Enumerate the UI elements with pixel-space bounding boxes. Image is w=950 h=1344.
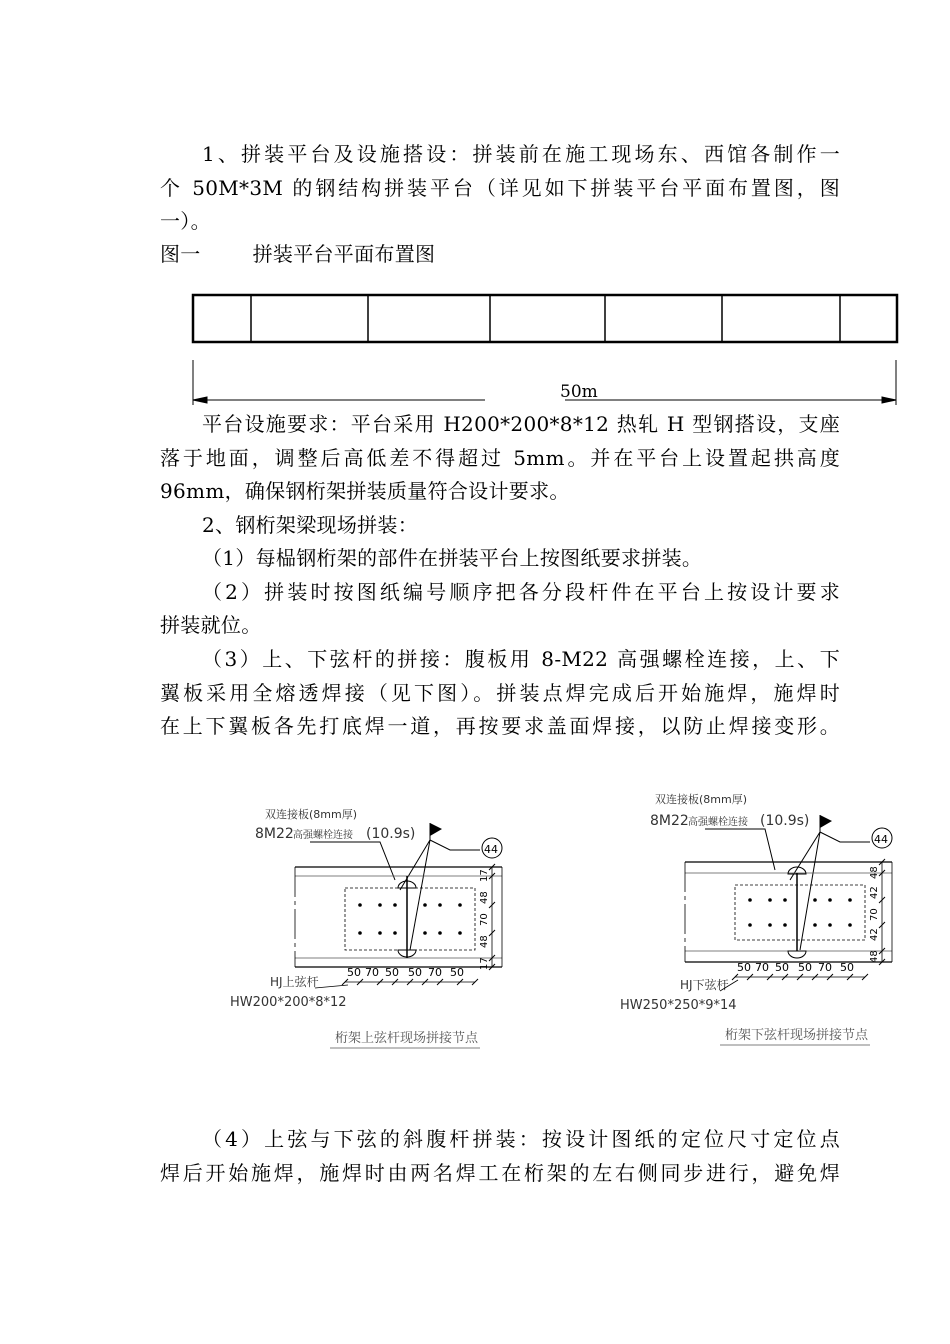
node-right-bolt-label-a: 8M22 [650, 813, 689, 829]
node-left-member-label: HJ上弦杆 [270, 975, 319, 989]
node-left-weld-symbol: 44 [484, 843, 498, 856]
para2-line1: 平台设施要求：平台采用 H200*200*8*12 热轧 H 型钢搭设，支座 [202, 412, 840, 436]
item4-line1: （4）上弦与下弦的斜腹杆拼装：按设计图纸的定位尺寸定位点 [202, 1127, 840, 1151]
item1-line1: （1）每榀钢桁架的部件在拼装平台上按图纸要求拼装。 [202, 546, 703, 570]
item3-line3: 在上下翼板各先打底焊一道，再按要求盖面焊接，以防止焊接变形。 [160, 714, 840, 738]
node-left-bolt-label-b: 高强螺栓连接 [293, 830, 353, 841]
item2-line2: 拼装就位。 [160, 613, 262, 637]
para1-line3: 一）。 [160, 209, 211, 233]
node-left-dim-v-5: 17 [479, 957, 490, 970]
node-right-dim-h-4: 50 [798, 961, 812, 974]
node-left-bolt-label-c: (10.9s) [366, 826, 416, 842]
item4-line2: 焊后开始施焊，施焊时由两名焊工在桁架的左右侧同步进行，避免焊 [160, 1161, 840, 1185]
node-left-dim-v-3: 70 [479, 913, 490, 926]
node-left-bolts [358, 903, 462, 935]
node-right-bolt-label-b: 高强螺栓连接 [688, 817, 748, 828]
node-left-bolt-label-a: 8M22 [255, 826, 294, 842]
node-right-member-label: HJ下弦杆 [680, 978, 729, 992]
item2-line1: （2）拼装时按图纸编号顺序把各分段杆件在平台上按设计要求 [202, 580, 840, 604]
node-right-weld-symbol: 44 [874, 833, 888, 846]
node-right-dim-v-3: 70 [869, 908, 880, 921]
figure1-caption-number: 图一 [160, 242, 201, 266]
node-left-dim-h-2: 70 [365, 966, 379, 979]
para2-line3: 96mm，确保钢桁架拼装质量符合设计要求。 [160, 479, 570, 503]
node-left-caption: 桁架上弦杆现场拼接节点 [335, 1031, 479, 1046]
node-right-dim-v-5: 48 [869, 950, 880, 963]
platform-layout-diagram [185, 285, 905, 410]
splice-node-drawings [230, 780, 890, 1060]
node-right-dim-h-2: 70 [755, 961, 769, 974]
node-left-dim-v-1: 17 [479, 869, 490, 882]
node-left-plate-label: 双连接板(8mm厚) [265, 808, 358, 821]
node-right-dim-v-1: 48 [869, 866, 880, 879]
node-right-dim-v-2: 42 [869, 886, 880, 899]
node-left-section-label: HW200*200*8*12 [230, 995, 347, 1010]
node-left-dim-v-4: 48 [479, 935, 490, 948]
node-right-plate-label: 双连接板(8mm厚) [655, 793, 748, 806]
para2-line2: 落于地面，调整后高低差不得超过 5mm。并在平台上设置起拱高度 [160, 446, 840, 470]
node-right-dim-h-6: 50 [840, 961, 854, 974]
para1-line2: 个 50M*3M 的钢结构拼装平台（详见如下拼装平台平面布置图，图 [160, 176, 840, 200]
node-left-dim-h-3: 50 [385, 966, 399, 979]
node-left-dim-h-5: 70 [428, 966, 442, 979]
node-left-dim-h-4: 50 [408, 966, 422, 979]
platform-outline [193, 295, 897, 342]
section2-title: 2、钢桁架梁现场拼装： [202, 513, 419, 537]
dimension-label: 50m [560, 382, 598, 402]
node-right-bolt-label-c: (10.9s) [760, 813, 810, 829]
node-right-drawing [620, 792, 892, 1045]
node-right-dim-h-1: 50 [737, 961, 751, 974]
node-left-drawing [230, 807, 502, 1048]
figure1-caption [160, 242, 840, 266]
node-right-section-label: HW250*250*9*14 [620, 998, 737, 1013]
item3-line1: （3）上、下弦杆的拼接：腹板用 8-M22 高强螺栓连接，上、下 [202, 647, 840, 671]
node-left-dim-v-2: 48 [479, 891, 490, 904]
platform-dividers [251, 295, 840, 342]
node-right-dim-h-3: 50 [775, 961, 789, 974]
node-left-dim-h-1: 50 [347, 966, 361, 979]
figure1-caption-title: 拼装平台平面布置图 [252, 242, 436, 266]
dimension-line [193, 360, 896, 405]
node-left-dim-h-6: 50 [450, 966, 464, 979]
item3-line2: 翼板采用全熔透焊接（见下图）。拼装点焊完成后开始施焊，施焊时 [160, 681, 840, 705]
node-right-caption: 桁架下弦杆现场拼接节点 [725, 1028, 869, 1043]
node-right-dim-h-5: 70 [818, 961, 832, 974]
node-right-dim-v-4: 42 [869, 928, 880, 941]
para1-line1: 1、拼装平台及设施搭设：拼装前在施工现场东、西馆各制作一 [202, 142, 840, 166]
node-right-bolts [748, 898, 852, 927]
